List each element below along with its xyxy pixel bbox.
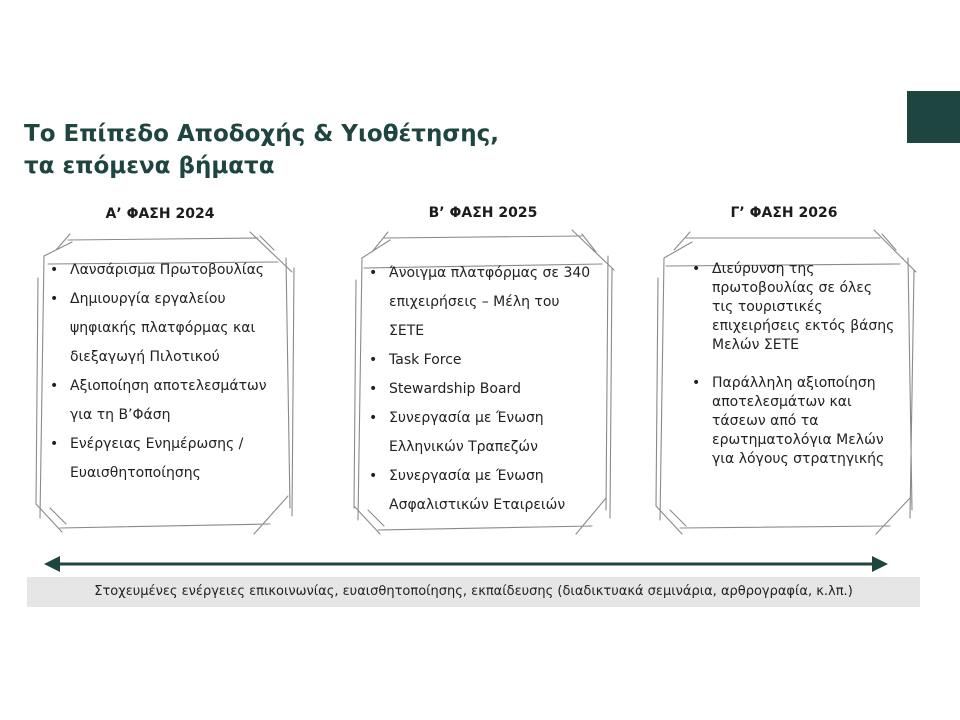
footer-band: [27, 577, 920, 607]
slide-title-line-2: τα επόμενα βήματα: [24, 153, 275, 179]
phase-c-heading: Γ’ ΦΑΣΗ 2026: [730, 205, 838, 221]
bullet-icon: •: [50, 378, 59, 394]
bullet-icon: •: [369, 468, 378, 484]
bullet-icon: •: [692, 375, 701, 391]
phase-a-heading: Α’ ΦΑΣΗ 2024: [105, 206, 215, 222]
list-item: • Συνεργασία με Ένωση Ελληνικών Τραπεζών: [369, 404, 591, 462]
list-item: • Λανσάρισμα Πρωτοβουλίας: [50, 256, 290, 285]
list-item: • Συνεργασία με Ένωση Ασφαλιστικών Εταιρειών: [369, 462, 591, 520]
bullet-icon: •: [692, 261, 701, 277]
bullet-icon: •: [50, 436, 59, 452]
list-item: • Ενέργειας Ενημέρωσης / Ευαισθητοποίησης: [50, 430, 290, 488]
phase-b-heading: Β’ ΦΑΣΗ 2025: [428, 205, 538, 221]
list-item: • Stewardship Board: [369, 375, 591, 404]
bullet-icon: •: [369, 381, 378, 397]
list-item: • Άνοιγμα πλατφόρμας σε 340 επιχειρήσεις – Μέλη του ΣΕΤΕ: [369, 259, 591, 346]
list-item: • Παράλληλη αξιοποίηση αποτελεσμάτων και τάσεων από τα ερωτηματολόγια Μελών για λόγους στρατηγικής: [692, 375, 885, 467]
phase-c-list: [692, 260, 897, 469]
slide-title: [24, 118, 499, 182]
bullet-icon: •: [369, 352, 378, 368]
list-item: • Δημιουργία εργαλείου ψηφιακής πλατφόρμας και διεξαγωγή Πιλοτικού: [50, 285, 290, 372]
slide-title-line-1: Το Επίπεδο Αποδοχής & Υιοθέτησης,: [24, 121, 500, 147]
phase-b-list: [369, 259, 591, 520]
list-item: • Διεύρυνση της πρωτοβουλίας σε όλες τις τουριστικές επιχειρήσεις εκτός βάσης Μελών ΣΕΤΕ: [692, 261, 895, 353]
bullet-icon: •: [50, 262, 59, 278]
timeline-double-arrow: [40, 552, 892, 576]
list-item: • Task Force: [369, 346, 591, 375]
bullet-icon: •: [50, 291, 59, 307]
phase-a-list: [50, 256, 290, 488]
bullet-icon: •: [369, 410, 378, 426]
footer-text: Στοχευμένες ενέργειες επικοινωνίας, ευαισθητοποίησης, εκπαίδευσης (διαδικτυακά σεμινάρια, αρθρογραφία, κ.λπ.): [94, 584, 853, 599]
bullet-icon: •: [369, 265, 378, 281]
list-item: • Αξιοποίηση αποτελεσμάτων για τη Β’Φάση: [50, 372, 290, 430]
corner-accent-block: [907, 91, 960, 143]
